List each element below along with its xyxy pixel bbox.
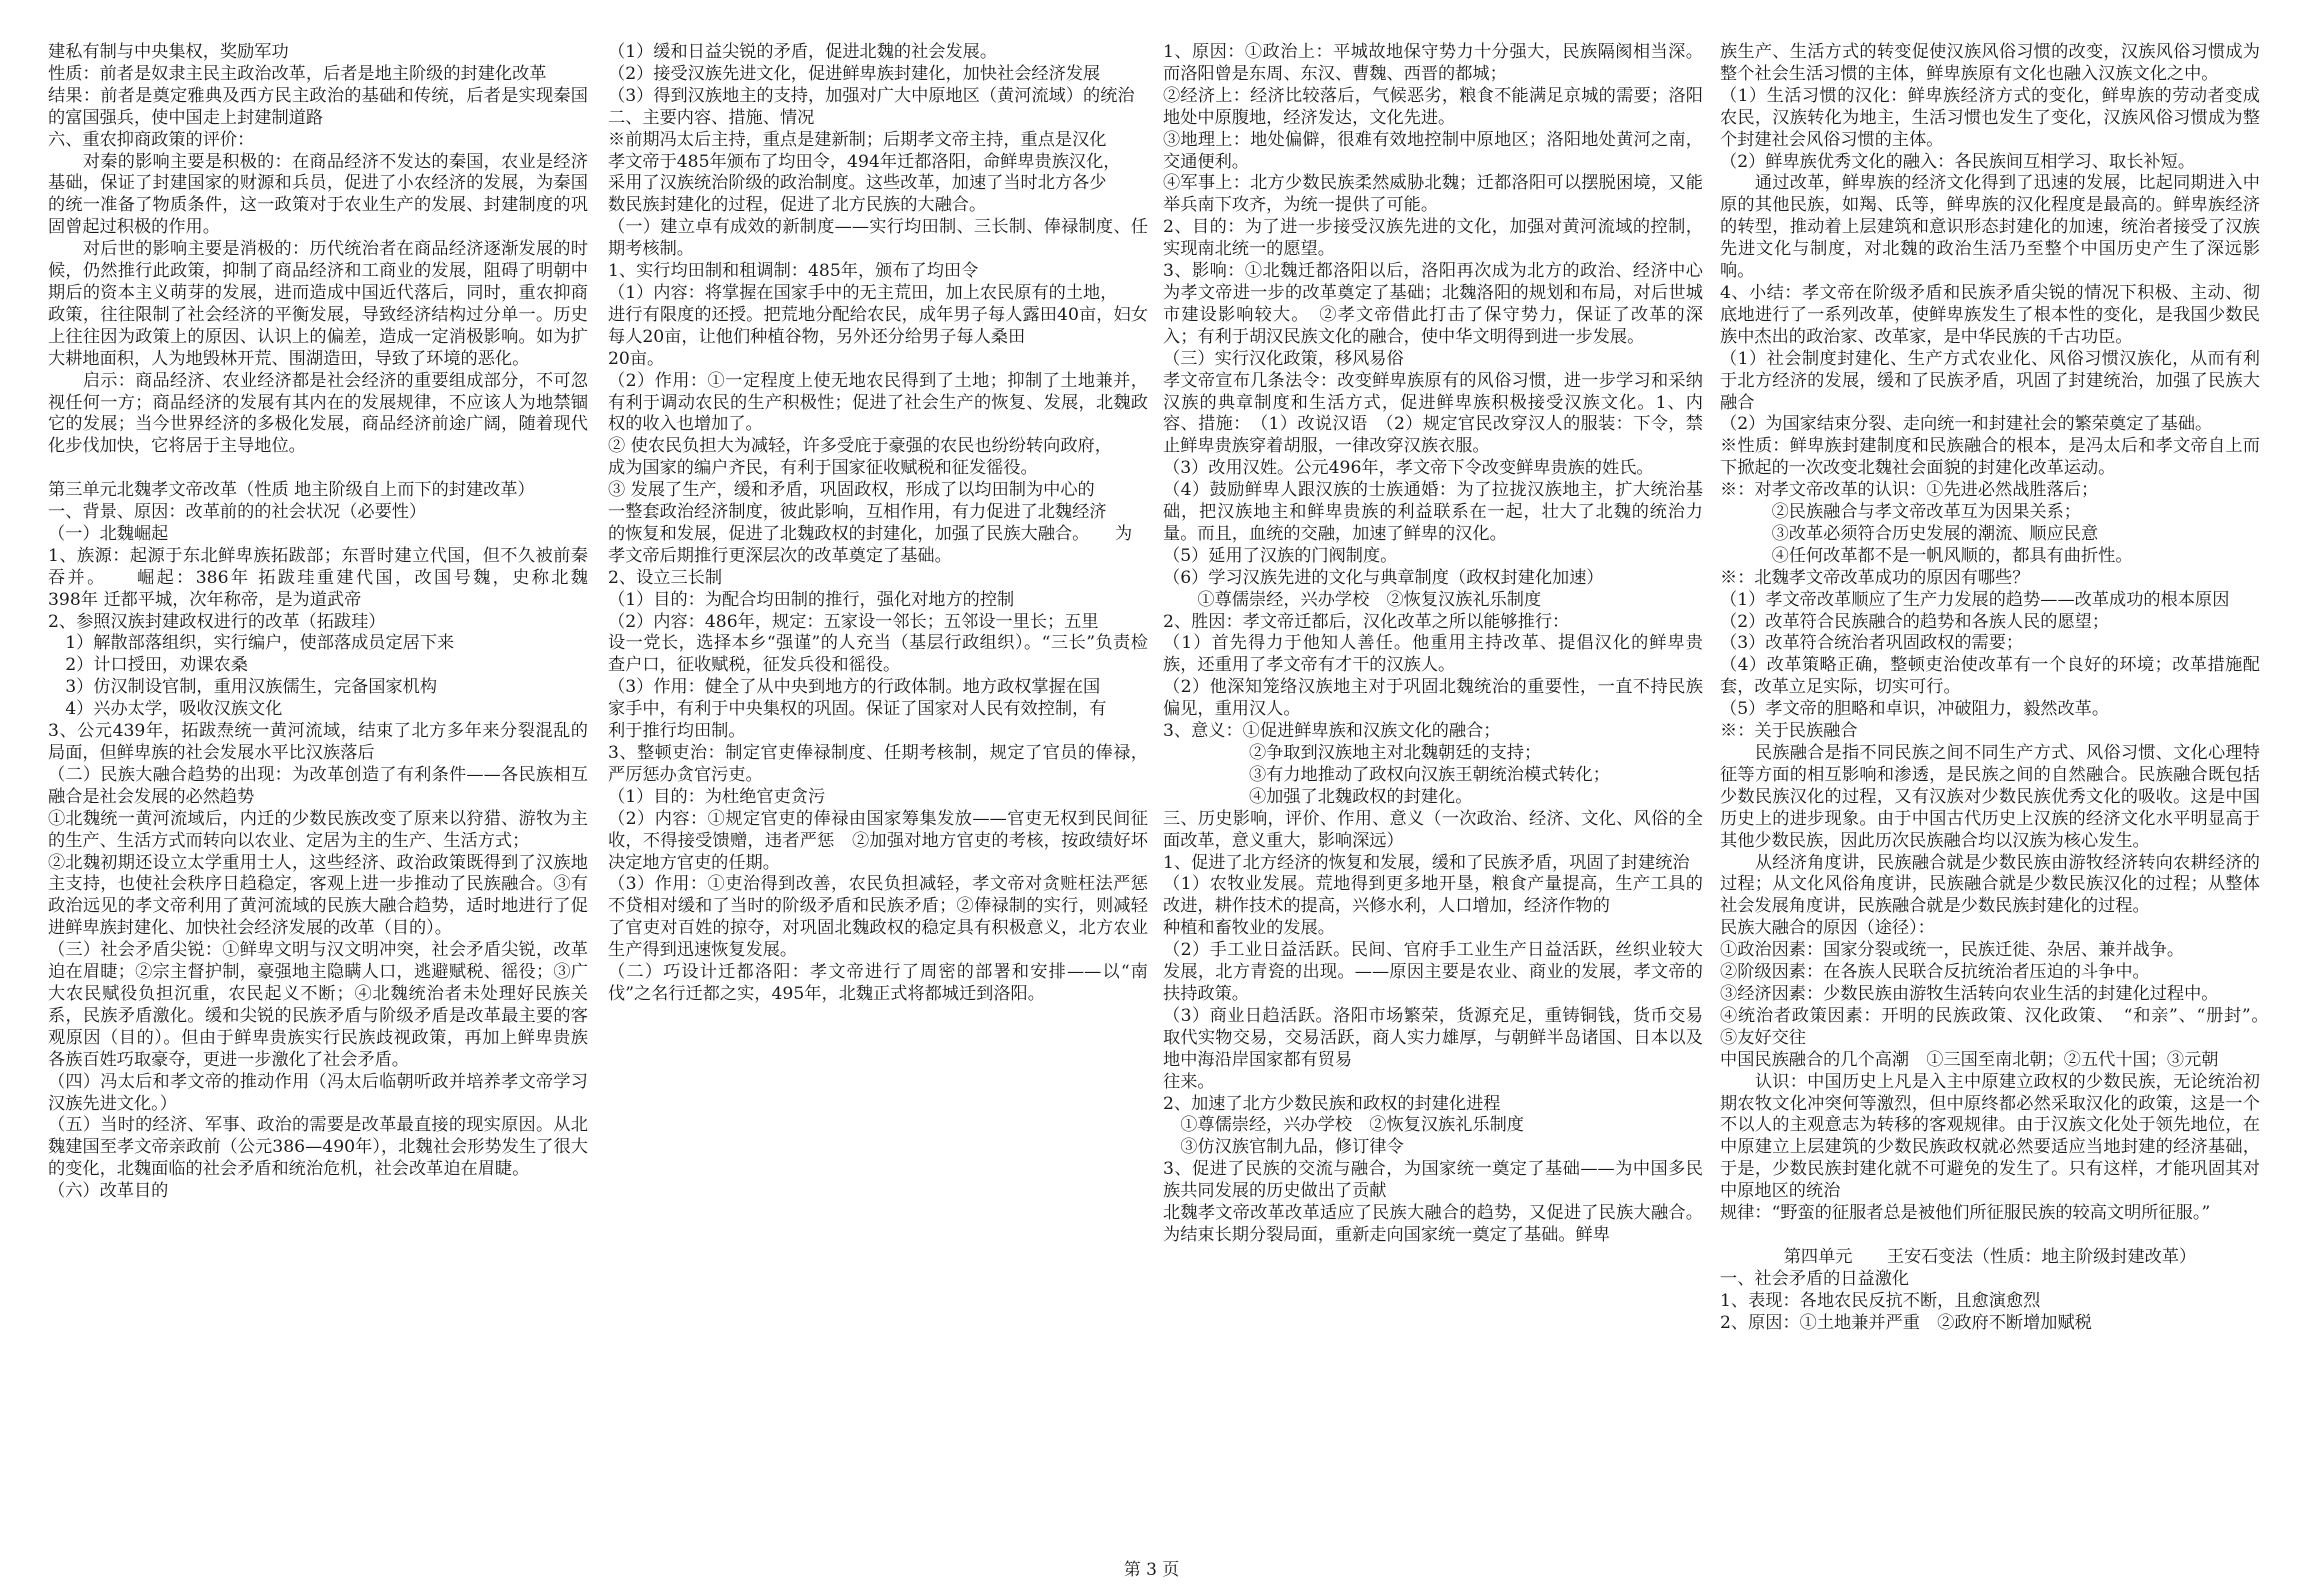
paragraph: ④任何改革都不是一帆风顺的，都具有曲折性。 bbox=[1720, 545, 2133, 566]
paragraph: （5）孝文帝的胆略和卓识，冲破阻力，毅然改革。 bbox=[1720, 699, 2110, 720]
paragraph: 的恢复和发展，促进了北魏政权的封建化，加强了民族大融合。 为 bbox=[608, 523, 1133, 544]
paragraph: （1）孝文帝改革顺应了生产力发展的趋势——改革成功的根本原因 bbox=[1720, 589, 2230, 610]
paragraph: 民族大融合的原因（途径）： bbox=[1720, 918, 1935, 939]
paragraph: 1）解散部落组织，实行编户，使部落成员定居下来 bbox=[48, 633, 455, 654]
paragraph: 族生产、生活方式的转变促使汉族风俗习惯的改变，汉族风俗习惯成为整个社会生活习惯的主体，鲜卑族原有文化也融入汉族文化之中。 bbox=[1720, 42, 2260, 84]
paragraph: 往来。 bbox=[1163, 1071, 1215, 1092]
paragraph: （一）北魏崛起 bbox=[48, 523, 169, 544]
paragraph: （3）作用：健全了从中央到地方的行政体制。地方政权掌握在国 bbox=[608, 677, 1101, 698]
paragraph: （1）目的：为杜绝官吏贪污 bbox=[608, 786, 826, 807]
paragraph: ②北魏初期还设立太学重用士人，这些经济、政治政策既得到了汉族地主支持，也使社会秩序日趋稳定，客观上进一步推动了民族融合。③有政治远见的孝文帝利用了黄河流域的民族大融合趋势，适时地进行了促进鲜卑族封建化、加快社会经济发展的改革（目的）。 bbox=[48, 852, 588, 939]
paragraph: 性质：前者是奴隶主民主政治改革，后者是地主阶级的封建化改革 bbox=[48, 63, 547, 84]
paragraph: 启示：商品经济、农业经济都是社会经济的重要组成部分，不可忽视任何一方；商品经济的发展有其内在的发展规律，不应该人为地禁锢它的发展；当今世界经济的多极化发展，商品经济前途广阔，随着现代化步伐加快，它将居于主导地位。 bbox=[48, 370, 588, 457]
paragraph: 3、公元439年，拓跋焘统一黄河流域，结束了北方多年来分裂混乱的局面，但鲜卑族的社会发展水平比汉族落后 bbox=[48, 721, 588, 763]
paragraph: 3、整顿吏治：制定官吏俸禄制度、任期考核制，规定了官员的俸禄，严厉惩办贪官污吏。 bbox=[608, 743, 1148, 785]
paragraph: （2）作用：①一定程度上使无地农民得到了土地；抑制了土地兼并，有利于调动农民的生产积极性；促进了社会生产的恢复、发展，北魏政权的收入也增加了。 bbox=[608, 370, 1148, 435]
paragraph: 3）仿汉制设官制，重用汉族儒生，完备国家机构 bbox=[48, 677, 438, 698]
paragraph bbox=[1720, 1225, 2260, 1247]
paragraph: 2、原因：①土地兼并严重 ②政府不断增加赋税 bbox=[1720, 1312, 2092, 1333]
paragraph: （2）接受汉族先进文化，促进鲜卑族封建化，加快社会经济发展 bbox=[608, 63, 1101, 84]
paragraph: （1）目的：为配合均田制的推行，强化对地方的控制 bbox=[608, 589, 1015, 610]
paragraph: ②民族融合与孝文帝改革互为因果关系； bbox=[1720, 502, 2081, 523]
paragraph: 2）计口授田，劝课农桑 bbox=[48, 655, 248, 676]
paragraph: 孝文帝于485年颁布了均田令，494年迁都洛阳，命鲜卑贵族汉化， bbox=[608, 151, 1121, 172]
paragraph: ①尊儒崇经，兴办学校 ②恢复汉族礼乐制度 bbox=[1163, 1115, 1524, 1136]
paragraph: 对后世的影响主要是消极的：历代统治者在商品经济逐渐发展的时候，仍然推行此政策，抑制了商品经济和工商业的发展，阻碍了明朝中期后的资本主义萌芽的发展，进而造成中国近代落后，同时，重农抑商政策，往往限制了社会经济的平衡发展，导致经济结构过分单一。历史上往往因为政策上的原因、认识上的偏差，造成一定消极影响。如为扩大耕地面积，人为地毁林开荒、围湖造田，导致了环境的恶化。 bbox=[48, 239, 588, 369]
paragraph: ②阶级因素：在各族人民联合反抗统治者压迫的斗争中。 bbox=[1720, 962, 2150, 983]
paragraph: （3）改革符合统治者巩固政权的需要； bbox=[1720, 633, 2024, 654]
paragraph: ④军事上：北方少数民族柔然威胁北魏；迁都洛阳可以摆脱困境，又能举兵南下攻齐，为统一提供了可能。 bbox=[1163, 173, 1703, 216]
paragraph: 设一党长，选择本乡“强谨”的人充当（基层行政组织）。“三长”负责检查户口，征收赋税，征发兵役和徭役。 bbox=[608, 633, 1148, 676]
paragraph: （3）商业日趋活跃。洛阳市场繁荣，货源充足，重铸铜钱，货币交易取代实物交易，交易活跃，商人实力雄厚，与朝鲜半岛诸国、日本以及地中海沿岸国家都有贸易 bbox=[1163, 1005, 1703, 1070]
paragraph: （4）鼓励鲜卑人跟汉族的士族通婚：为了拉拢汉族地主，扩大统治基础，把汉族地主和鲜卑贵族的利益联系在一起，壮大了北魏的统治力量。而且，血统的交融，加速了鲜卑的汉化。 bbox=[1163, 480, 1703, 544]
paragraph: ※：对孝文帝改革的认识：①先进必然战胜落后； bbox=[1720, 480, 2099, 501]
paragraph: （2）为国家结束分裂、走向统一和封建社会的繁荣奠定了基础。 bbox=[1720, 414, 2213, 435]
paragraph: 建私有制与中央集权，奖励军功 bbox=[48, 42, 289, 62]
paragraph: ※前期冯太后主持，重点是建新制；后期孝文帝主持，重点是汉化 bbox=[608, 129, 1107, 150]
paragraph: ※：北魏孝文帝改革成功的原因有哪些？ bbox=[1720, 567, 2030, 588]
paragraph: 1、族源：起源于东北鲜卑族拓跋部；东晋时建立代国，但不久被前秦吞并。 崛起：386年 拓跋珪重建代国，改国号魏，史称北魏 398年 迁都平城，次年称帝，是为道武帝 bbox=[48, 545, 588, 610]
paragraph: （1）农牧业发展。荒地得到更多地开垦，粮食产量提高，生产工具的改进，耕作技术的提高，兴修水利，人口增加，经济作物的 bbox=[1163, 874, 1703, 917]
paragraph: （4）改革策略正确，整顿吏治使改革有一个良好的环境；改革措施配套，改革立足实际，切实可行。 bbox=[1720, 655, 2260, 698]
paragraph: 从经济角度讲，民族融合就是少数民族由游牧经济转向农耕经济的过程；从文化风俗角度讲，民族融合就是少数民族汉化的过程；从整体社会发展角度讲，民族融合就是少数民族封建化的过程。 bbox=[1720, 852, 2260, 917]
paragraph: ③有力地推动了政权向汉族王朝统治模式转化； bbox=[1163, 764, 1610, 785]
paragraph: 种植和畜牧业的发展。 bbox=[1163, 918, 1335, 939]
paragraph: （六）改革目的 bbox=[48, 1181, 169, 1202]
paragraph: 结果：前者是奠定雅典及西方民主政治的基础和传统，后者是实现秦国的富国强兵，使中国走上封建制道路 bbox=[48, 85, 588, 128]
paragraph: （2）内容：①规定官吏的俸禄由国家筹集发放——官吏无权到民间征收，不得接受馈赠，违者严惩 ②加强对地方官吏的考核，按政绩好坏决定地方官吏的任期。 bbox=[608, 808, 1148, 873]
page-number: 第 3 页 bbox=[1123, 1560, 1180, 1580]
paragraph: 3、意义：①促进鲜卑族和汉族文化的融合； bbox=[1163, 721, 1501, 742]
paragraph: （1）缓和日益尖锐的矛盾，促进北魏的社会发展。 bbox=[608, 42, 998, 62]
paragraph: （四）冯太后和孝文帝的推动作用（冯太后临朝听政并培养孝文帝学习汉族先进文化。） bbox=[48, 1071, 588, 1114]
paragraph: （2）手工业日益活跃。民间、官府手工业生产日益活跃，丝织业较大发展，北方青瓷的出现。——原因主要是农业、商业的发展，孝文帝的扶持政策。 bbox=[1163, 940, 1703, 1004]
paragraph: 3、促进了民族的交流与融合，为国家统一奠定了基础——为中国多民族共同发展的历史做出了贡献 bbox=[1163, 1159, 1703, 1202]
paragraph: 规律：“野蛮的征服者总是被他们所征服民族的较高文明所征服。” bbox=[1720, 1203, 2211, 1224]
paragraph: （二）巧设计迁都洛阳：孝文帝进行了周密的部署和安排——以“南伐”之名行迁都之实，495年，北魏正式将都城迁到洛阳。 bbox=[608, 962, 1148, 1004]
paragraph: 2、加速了北方少数民族和政权的封建化进程 bbox=[1163, 1093, 1501, 1114]
paragraph: （2）内容：486年，规定：五家设一邻长；五邻设一里长；五里 bbox=[608, 611, 1099, 632]
paragraph: ④加强了北魏政权的封建化。 bbox=[1163, 786, 1473, 807]
paragraph: ②经济上：经济比较落后，气候恶劣，粮食不能满足京城的需要；洛阳地处中原腹地，经济发达，文化先进。 bbox=[1163, 85, 1703, 128]
text-column-4 bbox=[1720, 42, 2260, 1542]
text-column-1 bbox=[48, 42, 588, 1542]
paragraph bbox=[48, 458, 588, 480]
paragraph: 4）兴办太学，吸收汉族文化 bbox=[48, 699, 283, 720]
paragraph: （5）延用了汉族的门阀制度。 bbox=[1163, 545, 1398, 566]
paragraph: 六、重农抑商政策的评价： bbox=[48, 129, 255, 150]
paragraph: 一整套政治经济制度，彼此影响，互相作用，有力促进了北魏经济 bbox=[608, 502, 1107, 523]
paragraph: （一）建立卓有成效的新制度——实行均田制、三长制、俸禄制度、任期考核制。 bbox=[608, 217, 1148, 260]
paragraph: 中国民族融合的几个高潮 ①三国至南北朝；②五代十国；③元朝 bbox=[1720, 1049, 2219, 1070]
paragraph: 1、表现：各地农民反抗不断，且愈演愈烈 bbox=[1720, 1290, 2041, 1311]
paragraph: （1）生活习惯的汉化：鲜卑族经济方式的变化，鲜卑族的劳动者变成农民，汉族转化为地主，生活习惯也发生了变化，汉族风俗习惯成为整个封建社会风俗习惯的主体。 bbox=[1720, 85, 2260, 150]
paragraph: 第四单元 王安石变法（性质：地主阶级封建改革） bbox=[1783, 1246, 2197, 1267]
paragraph: （6）学习汉族先进的文化与典章制度（政权封建化加速） bbox=[1163, 567, 1604, 588]
paragraph: （3）作用：①吏治得到改善，农民负担减轻，孝文帝对贪赃枉法严惩不贷相对缓和了当时的阶级矛盾和民族矛盾；②俸禄制的实行，则减轻了官吏对百姓的掠夺，对巩固北魏政权的稳定具有积极意义，北方农业生产得到迅速恢复发展。 bbox=[608, 874, 1148, 961]
text-column-3 bbox=[1163, 42, 1703, 1542]
paragraph: 认识：中国历史上凡是入主中原建立政权的少数民族，无论统治初期农牧文化冲突何等激烈，但中原终都必然采取汉化的政策，这是一个不以人的主观意志为转移的客观规律。由于汉族文化处于领先地位，在中原建立上层建筑的少数民族政权就必然要适应当地封建的经济基础，于是，少数民族封建化就不可避免的发生了。只有这样，才能巩固其对中原地区的统治 bbox=[1720, 1071, 2260, 1202]
paragraph: （三）社会矛盾尖锐：①鲜卑文明与汉文明冲突，社会矛盾尖锐，改革迫在眉睫；②宗主督护制，豪强地主隐瞒人口，逃避赋税、徭役；③广大农民赋役负担沉重，农民起义不断；④北魏统治者未处理好民族关系，民族矛盾激化。缓和尖锐的民族矛盾与阶级矛盾是改革最主要的客观原因（目的）。但由于鲜卑贵族实行民族歧视政策，再加上鲜卑贵族各族百姓巧取豪夺，更进一步激化了社会矛盾。 bbox=[48, 940, 588, 1070]
paragraph: （2）改革符合民族融合的趋势和各族人民的愿望； bbox=[1720, 611, 2110, 632]
paragraph: 1、促进了北方经济的恢复和发展，缓和了民族矛盾，巩固了封建统治 bbox=[1163, 852, 1690, 873]
text-column-2 bbox=[608, 42, 1148, 1542]
paragraph: 一、社会矛盾的日益激化 bbox=[1720, 1268, 1910, 1289]
paragraph: 进行有限度的还授。把荒地分配给农民，成年男子每人露田40亩，妇女每人20亩，让他们种植谷物，另外还分给男子每人桑田 bbox=[608, 304, 1148, 347]
paragraph: ※：关于民族融合 bbox=[1720, 721, 1858, 742]
paragraph: ③ 发展了生产，缓和矛盾，巩固政权，形成了以均田制为中心的 bbox=[608, 480, 1095, 501]
paragraph: （1）首先得力于他知人善任。他重用主持改革、提倡汉化的鲜卑贵族，还重用了孝文帝有才干的汉族人。 bbox=[1163, 633, 1703, 676]
paragraph: （3）改用汉姓。公元496年，孝文帝下令改变鲜卑贵族的姓氏。 bbox=[1163, 458, 1654, 479]
paragraph: ③地理上：地处偏僻，很难有效地控制中原地区；洛阳地处黄河之南，交通便利。 bbox=[1163, 129, 1703, 172]
paragraph: ③经济因素：少数民族由游牧生活转向农业生活的封建化过程中。 bbox=[1720, 983, 2219, 1004]
paragraph: ② 使农民负担大为减轻，许多受庇于豪强的农民也纷纷转向政府， bbox=[608, 436, 1112, 457]
paragraph: 三、历史影响，评价、作用、意义（一次政治、经济、文化、风俗的全面改革，意义重大，影响深远） bbox=[1163, 808, 1703, 851]
paragraph: 1、实行均田制和租调制：485年，颁布了均田令 bbox=[608, 261, 979, 282]
paragraph: （2）鲜卑族优秀文化的融入：各民族间互相学习、取长补短。 bbox=[1720, 151, 2196, 172]
paragraph: ②争取到汉族地主对北魏朝廷的支持； bbox=[1163, 743, 1542, 763]
paragraph: 北魏孝文帝改革改革适应了民族大融合的趋势，又促进了民族大融合。为结束长期分裂局面，重新走向国家统一奠定了基础。鲜卑 bbox=[1163, 1203, 1703, 1245]
paragraph: 3、影响：①北魏迁都洛阳以后，洛阳再次成为北方的政治、经济中心为孝文帝进一步的改革奠定了基础；北魏洛阳的规划和布局，对后世城市建设影响较大。 ②孝文帝借此打击了保守势力，保证了改革的深入；有利于胡汉民族文化的融合，使中华文明得到进一步发展。 bbox=[1163, 261, 1703, 347]
paragraph: （二）民族大融合趋势的出现：为改革创造了有利条件——各民族相互融合是社会发展的必然趋势 bbox=[48, 764, 588, 807]
paragraph: 1、原因：①政治上：平城故地保守势力十分强大，民族隔阂相当深。而洛阳曾是东周、东汉、曹魏、西晋的都城； bbox=[1163, 42, 1703, 84]
paragraph: 对秦的影响主要是积极的：在商品经济不发达的秦国，农业是经济基础，保证了封建国家的财源和兵员，促进了小农经济的发展，为秦国的统一准备了物质条件，这一政策对于农业生产的发展、封建制度的巩固曾起过积极的作用。 bbox=[48, 151, 588, 238]
paragraph: ④统治者政策因素：开明的民族政策、汉化政策、 “和亲”、“册封”。 ⑤友好交往 bbox=[1720, 1005, 2260, 1048]
paragraph: ①北魏统一黄河流域后，内迁的少数民族改变了原来以狩猎、游牧为主的生产、生活方式而转向以农业、定居为主的生产、生活方式； bbox=[48, 808, 588, 851]
paragraph: 采用了汉族统治阶级的政治制度。这些改革，加速了当时北方各少 bbox=[608, 173, 1107, 194]
paragraph: 2、参照汉族封建政权进行的改革（拓跋珪） bbox=[48, 611, 386, 632]
paragraph: 2、胜因：孝文帝迁都后，汉化改革之所以能够推行： bbox=[1163, 611, 1570, 632]
paragraph: ①政治因素：国家分裂或统一，民族迁徙、杂居、兼并战争。 bbox=[1720, 940, 2185, 961]
paragraph: 孝文帝后期推行更深层次的改革奠定了基础。 bbox=[608, 545, 952, 566]
paragraph: 数民族封建化的过程，促进了北方民族的大融合。 bbox=[608, 195, 987, 216]
paragraph: （五）当时的经济、军事、政治的需要是改革最直接的现实原因。从北魏建国至孝文帝亲政前（公元386—490年），北魏社会形势发生了很大的变化，北魏面临的社会矛盾和统治危机，社会改革迫在眉睫。 bbox=[48, 1115, 588, 1180]
paragraph: （1）内容：将掌握在国家手中的无主荒田，加上农民原有的土地， bbox=[608, 282, 1118, 303]
paragraph: （2）他深知笼络汉族地主对于巩固北魏统治的重要性，一直不持民族偏见，重用汉人。 bbox=[1163, 677, 1703, 720]
paragraph: 二、主要内容、措施、情况 bbox=[608, 107, 815, 128]
paragraph: 孝文帝宣布几条法令：改变鲜卑族原有的风俗习惯，进一步学习和采纳汉族的典章制度和生活方式，促进鲜卑族积极接受汉族文化。1、内容、措施： （1）改说汉语 （2）规定官民改穿汉人的服装：下令，禁止鲜卑贵族穿着胡服，一律改穿汉族衣服。 bbox=[1163, 370, 1703, 457]
paragraph: ③改革必须符合历史发展的潮流、顺应民意 bbox=[1720, 523, 2099, 544]
paragraph: （1）社会制度封建化、生产方式农业化、风俗习惯汉族化，从而有利于北方经济的发展，缓和了民族矛盾，巩固了封建统治，加强了民族大融合 bbox=[1720, 348, 2260, 413]
paragraph: 2、目的：为了进一步接受汉族先进的文化，加强对黄河流域的控制，实现南北统一的愿望。 bbox=[1163, 217, 1703, 260]
paragraph: ※性质：鲜卑族封建制度和民族融合的根本，是冯太后和孝文帝自上而下掀起的一次改变北魏社会面貌的封建化改革运动。 bbox=[1720, 436, 2260, 479]
paragraph: 20亩。 bbox=[608, 348, 665, 369]
paragraph: （三）实行汉化政策，移风易俗 bbox=[1163, 348, 1404, 369]
paragraph: 4、小结：孝文帝在阶级矛盾和民族矛盾尖锐的情况下积极、主动、彻底地进行了一系列改革，使鲜卑族发生了根本性的变化，是我国少数民族中杰出的政治家、改革家，是中华民族的千古功臣。 bbox=[1720, 282, 2260, 347]
paragraph: 民族融合是指不同民族之间不同生产方式、风俗习惯、文化心理特征等方面的相互影响和渗透，是民族之间的自然融合。民族融合既包括少数民族汉化的过程，又有汉族对少数民族优秀文化的吸收。这是中国历史上的进步现象。由于中国古代历史上汉族的经济文化水平明显高于其他少数民族，因此历次民族融合均以汉族为核心发生。 bbox=[1720, 743, 2260, 851]
paragraph: 利于推行均田制。 bbox=[608, 721, 746, 742]
paragraph: 家手中，有利于中央集权的巩固。保证了国家对人民有效控制，有 bbox=[608, 699, 1107, 720]
paragraph: 一、背景、原因：改革前的的社会状况（必要性） bbox=[48, 502, 427, 523]
paragraph: 2、设立三长制 bbox=[608, 567, 723, 588]
paragraph: ③仿汉族官制九品，修订律令 bbox=[1163, 1137, 1404, 1158]
paragraph: 成为国家的编户齐民，有利于国家征收赋税和征发徭役。 bbox=[608, 458, 1038, 479]
paragraph: ①尊儒崇经，兴办学校 ②恢复汉族礼乐制度 bbox=[1163, 589, 1542, 610]
paragraph: 第三单元北魏孝文帝改革（性质 地主阶级自上而下的封建改革） bbox=[48, 480, 535, 501]
paragraph: 通过改革，鲜卑族的经济文化得到了迅速的发展，比起同期进入中原的其他民族，如羯、氐等，鲜卑族的汉化程度是最高的。鲜卑族经济的转型，推动着上层建筑和意识形态封建化的加速，统治者接受了汉族先进文化与制度，对北魏的政治生活乃至整个中国历史产生了深远影响。 bbox=[1720, 173, 2260, 282]
paragraph: （3）得到汉族地主的支持，加强对广大中原地区（黄河流域）的统治 bbox=[608, 85, 1135, 106]
